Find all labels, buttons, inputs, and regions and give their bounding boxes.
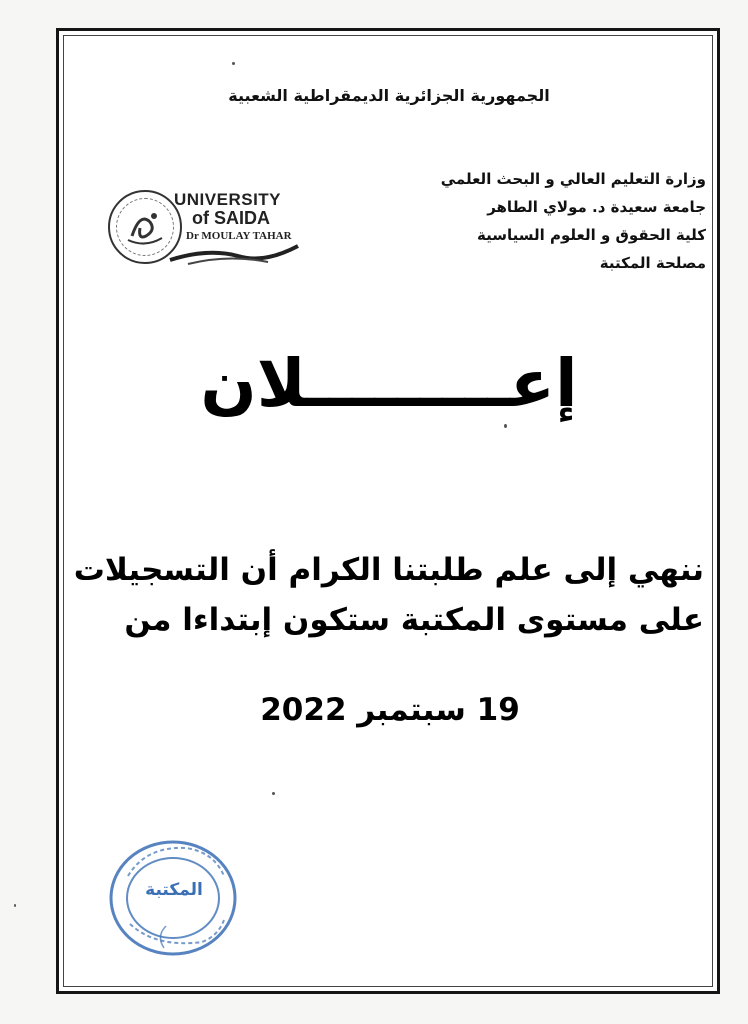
library-stamp: [106, 836, 240, 960]
announcement-line-2: على مستوى المكتبة ستكون إبتداءا من: [124, 602, 704, 638]
logo-text-saida: of SAIDA: [192, 208, 270, 228]
scan-speck: [232, 62, 235, 65]
university-logo: [108, 190, 300, 270]
announcement-date: 19 سبتمبر 2022: [260, 692, 520, 728]
ministry-line: وزارة التعليم العالي و البحث العلمي: [440, 170, 706, 188]
logo-text-university: UNIVERSITY: [174, 190, 282, 209]
logo-swoosh-icon: [168, 240, 300, 266]
university-line: جامعة سعيدة د. مولاي الطاهر: [487, 198, 706, 216]
announcement-title: إعـــــــــلان: [200, 345, 578, 422]
scan-speck: [272, 792, 275, 795]
announcement-body: [73, 552, 704, 652]
logo-text-tahar: Dr MOULAY TAHAR: [186, 230, 292, 242]
scan-speck: [504, 424, 507, 428]
scan-speck: [14, 904, 16, 907]
republic-title: الجمهورية الجزائرية الديمقراطية الشعبية: [228, 86, 550, 105]
stamp-center-text: المكتبة: [145, 880, 203, 900]
institution-header: [366, 172, 706, 284]
service-line: مصلحة المكتبة: [599, 254, 706, 272]
faculty-line: كلية الحقوق و العلوم السياسية: [477, 226, 706, 244]
announcement-line-1: ننهي إلى علم طلبتنا الكرام أن التسجيلات: [73, 552, 704, 588]
